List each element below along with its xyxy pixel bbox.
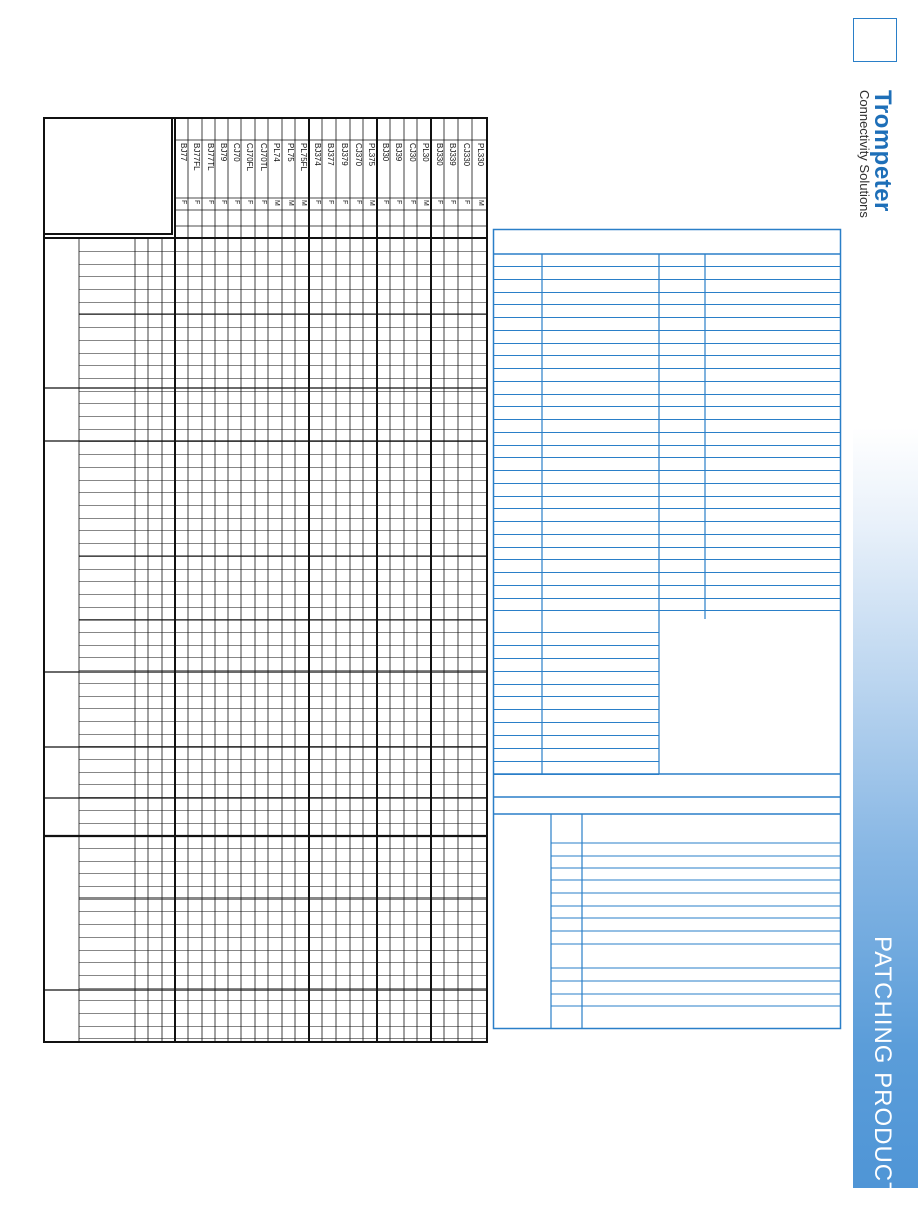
section-title: PATCHING PRODUCTS: [869, 936, 896, 1215]
brand-logo: Trompeter: [869, 90, 896, 212]
connector-code: CJ30: [408, 143, 417, 162]
connector-gender: F: [246, 200, 253, 205]
connector-code: BJ377: [326, 143, 335, 166]
connector-code: PL30: [421, 143, 430, 162]
connector-gender: M: [287, 200, 294, 206]
connector-gender: F: [463, 200, 470, 205]
connector-code: PL375: [367, 143, 376, 167]
connector-gender: F: [341, 200, 348, 205]
connector-code: PL75FL: [299, 143, 308, 172]
connector-gender: F: [193, 200, 200, 205]
connector-code: PL74: [272, 143, 281, 162]
connector-code: CJ330: [462, 143, 471, 167]
connector-gender: M: [300, 200, 307, 206]
brand-tagline: Connectivity Solutions: [857, 90, 872, 218]
connector-gender: M: [477, 200, 484, 206]
connector-code: BJ374: [313, 143, 322, 166]
connector-code: CJ370: [354, 143, 363, 167]
connector-gender: F: [327, 200, 334, 205]
connector-code: BJ39: [394, 143, 403, 162]
connector-gender: F: [260, 200, 267, 205]
connector-code: PL330: [476, 143, 485, 167]
matrix-frame: [44, 118, 487, 1042]
connector-gender: F: [382, 200, 389, 205]
connector-gender: F: [449, 200, 456, 205]
corner-box: [853, 18, 897, 62]
connector-gender: M: [422, 200, 429, 206]
connector-code: PL75: [286, 143, 295, 162]
connector-gender: F: [436, 200, 443, 205]
connector-gender: F: [409, 200, 416, 205]
connector-gender: M: [273, 200, 280, 206]
connector-code: BJ77: [179, 143, 188, 162]
connector-gender: F: [233, 200, 240, 205]
connector-code: BJ379: [340, 143, 349, 166]
connector-code: BJ77TL: [206, 143, 215, 171]
connector-code: BJ30: [381, 143, 390, 162]
connector-gender: F: [355, 200, 362, 205]
connector-code: BJ79: [219, 143, 228, 162]
matrix-title-box: [44, 118, 172, 234]
connector-gender: F: [180, 200, 187, 205]
connector-gender: M: [368, 200, 375, 206]
connector-gender: F: [395, 200, 402, 205]
connector-code: CJ70: [232, 143, 241, 162]
connector-code: BJ77FL: [192, 143, 201, 171]
spec-table-frame: [494, 230, 841, 1029]
connector-code: CJ70TL: [259, 143, 268, 172]
connector-code: BJ330: [435, 143, 444, 166]
connector-gender: F: [314, 200, 321, 205]
connector-gender: F: [207, 200, 214, 205]
connector-gender: F: [220, 200, 227, 205]
connector-code: CJ70FL: [245, 143, 254, 172]
connector-code: BJ339: [448, 143, 457, 166]
